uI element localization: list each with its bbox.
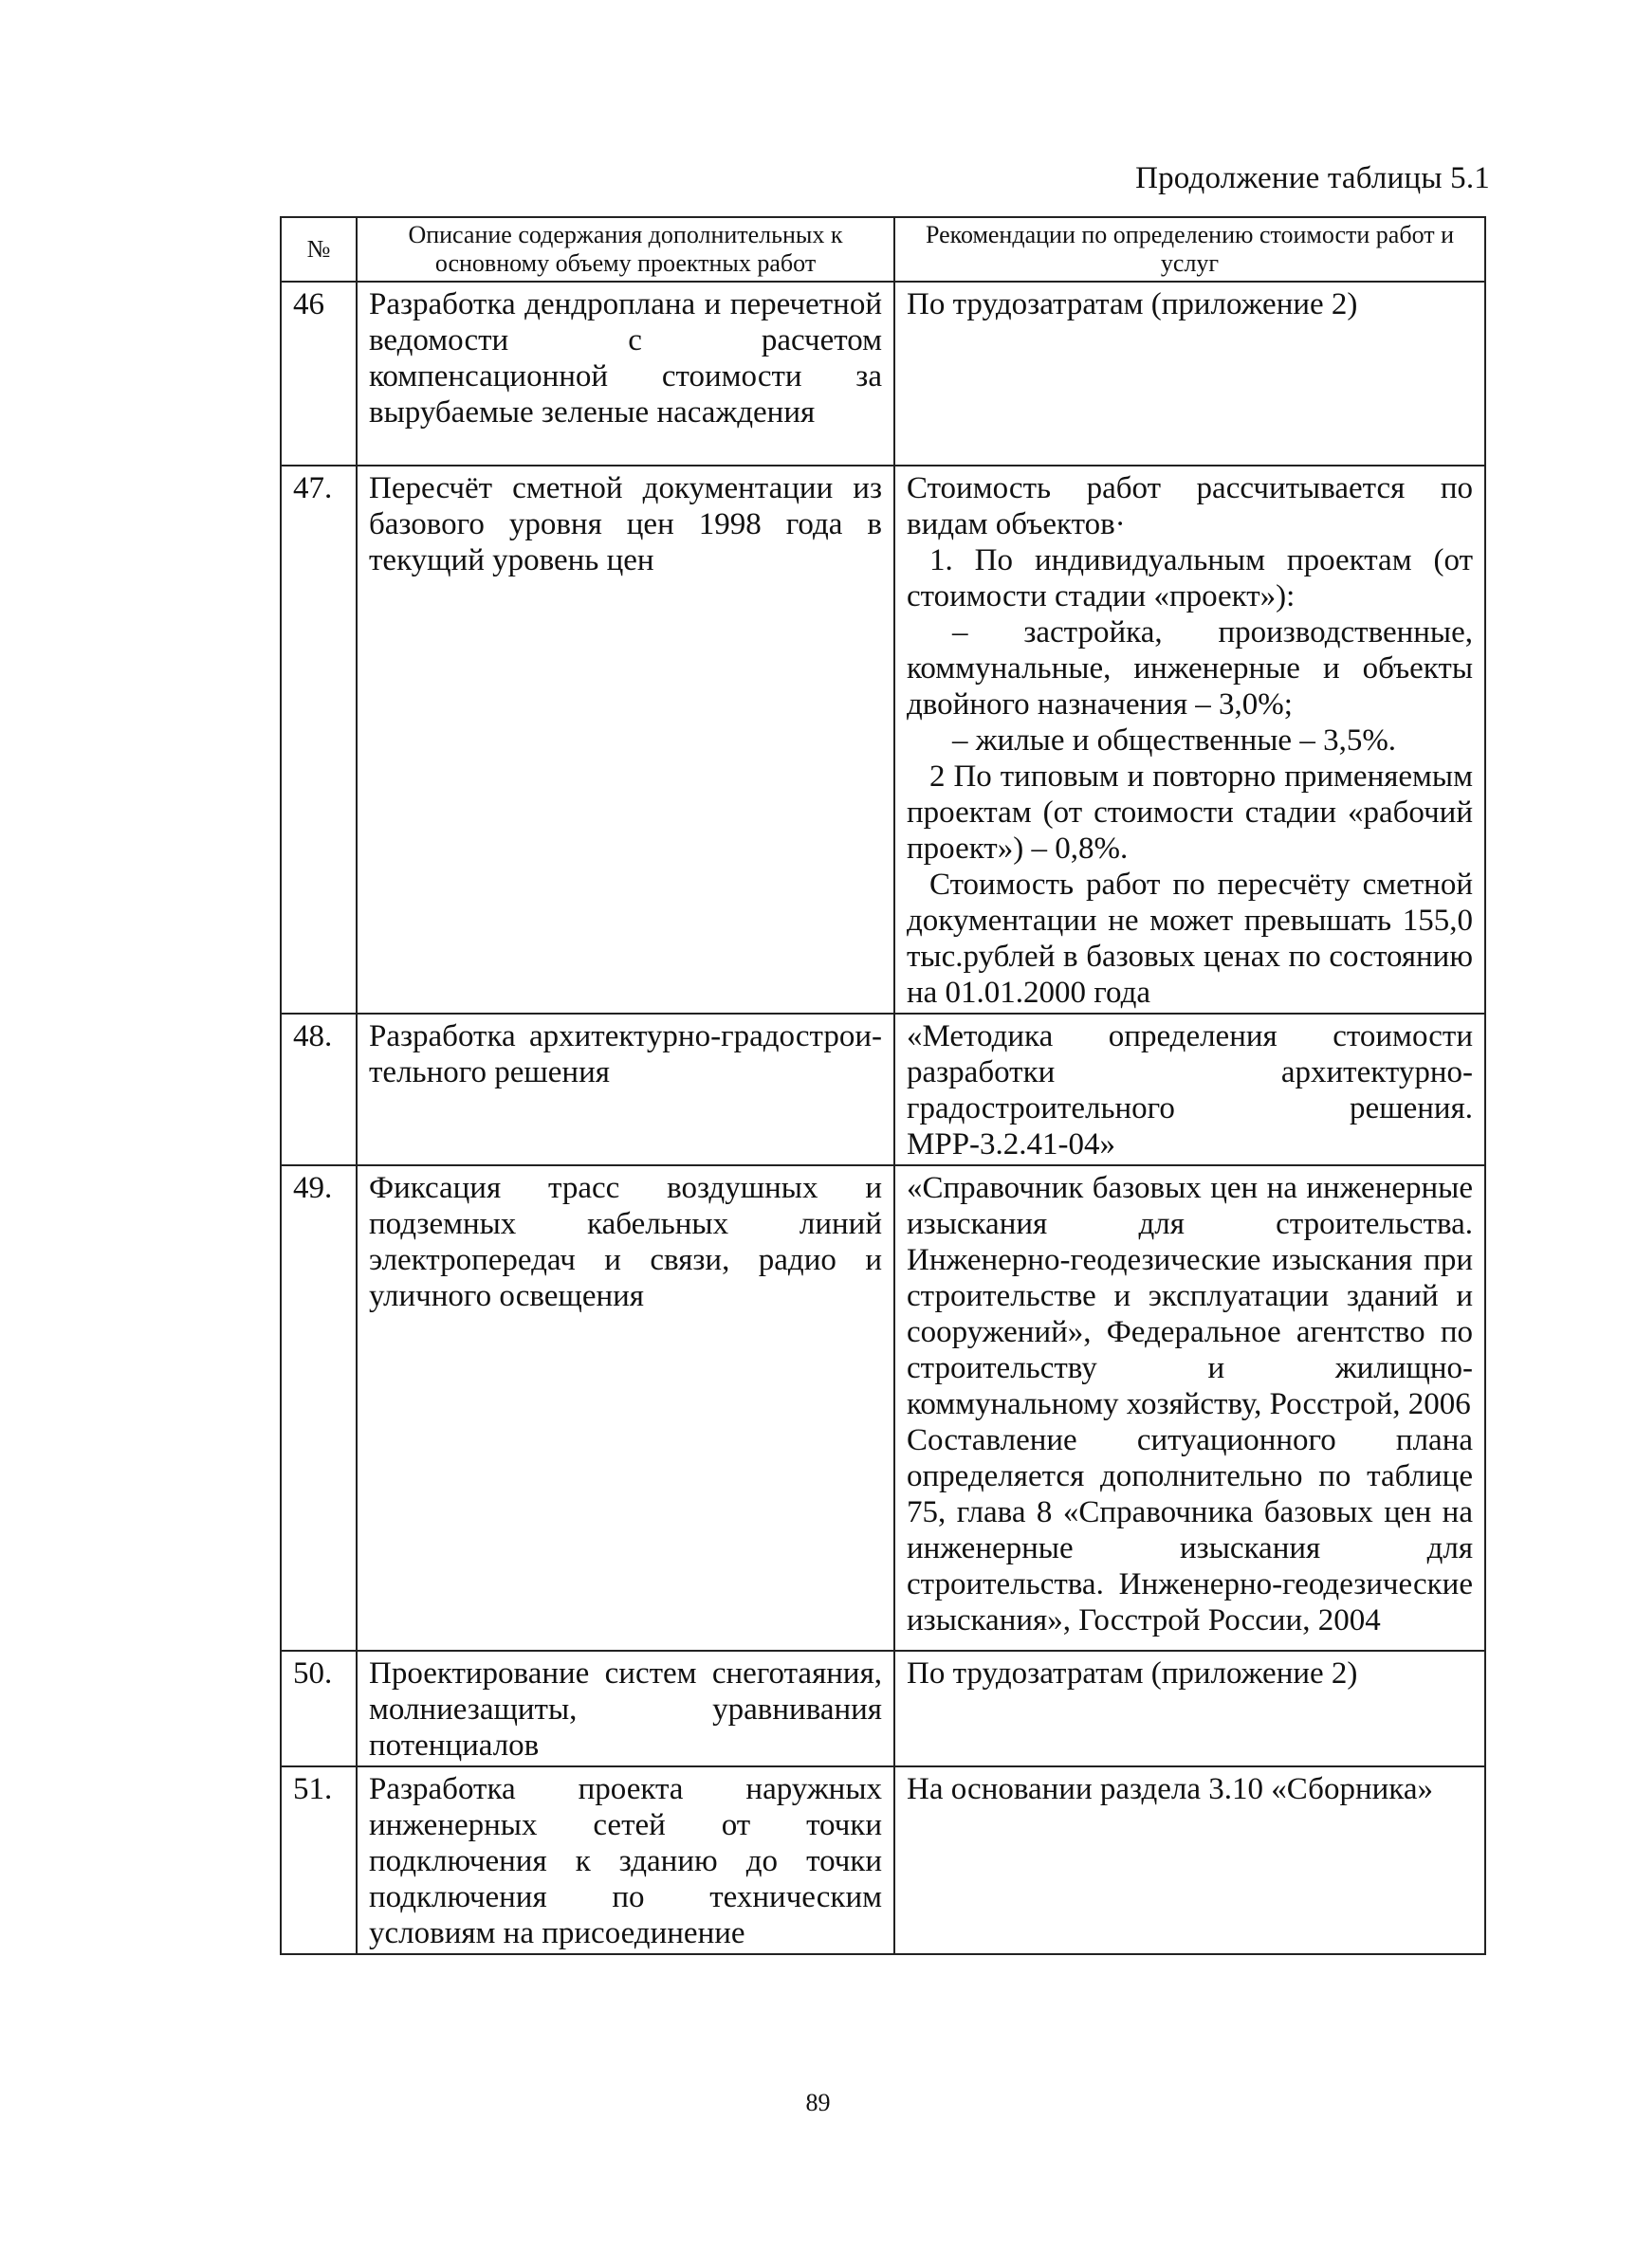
recommendation-paragraph: Стоимость работ рассчитывается по видам объектов·	[907, 471, 1473, 541]
recommendation-paragraph: Стоимость работ по пересчёту сметной документации не может превышать 155,0 тыс.рублей в базовых ценах по состоянию на 01.01.2000 года	[907, 868, 1473, 1010]
header-recommendation: Рекомендации по определению стоимости работ и услуг	[894, 217, 1485, 282]
row-recommendation	[894, 466, 1485, 1014]
row-number: 46	[281, 282, 357, 466]
table-row	[281, 1014, 1485, 1165]
row-number: 50.	[281, 1651, 357, 1766]
recommendation-paragraph: На основании раздела 3.10 «Сборника»	[907, 1772, 1433, 1806]
row-number: 47.	[281, 466, 357, 1014]
work-cost-table	[280, 216, 1486, 1955]
table-row	[281, 1766, 1485, 1954]
row-description: Разработка дендроплана и перечетной ведомости с расчетом компенсационной стоимости за вырубаемые зеленые насаждения	[357, 282, 894, 466]
row-recommendation	[894, 1014, 1485, 1165]
recommendation-paragraph: «Справочник базовых цен на инженерные изыскания для строительства. Инженерно-геодезические изыскания при строительстве и эксплуатации зданий и сооружений», Федеральное агентство по строительству и жилищно-коммунальному хозяйству, Росстрой, 2006	[907, 1171, 1473, 1421]
row-recommendation	[894, 1651, 1485, 1766]
table-row	[281, 1165, 1485, 1651]
row-description: Проектирование систем снеготаяния, молниезащиты, уравнивания потенциалов	[357, 1651, 894, 1766]
row-recommendation	[894, 1766, 1485, 1954]
recommendation-paragraph: По трудозатратам (приложение 2)	[907, 1656, 1358, 1691]
header-num: №	[281, 217, 357, 282]
recommendation-paragraph: – жилые и общественные – 3,5%.	[952, 723, 1397, 758]
page-number: 89	[805, 2089, 831, 2116]
row-recommendation	[894, 282, 1485, 466]
row-number: 51.	[281, 1766, 357, 1954]
header-description: Описание содержания дополнительных к основному объему проектных работ	[357, 217, 894, 282]
table-row	[281, 1651, 1485, 1766]
recommendation-paragraph: По трудозатратам (приложение 2)	[907, 287, 1358, 321]
row-description: Фиксация трасс воздушных и подземных кабельных линий электропередач и связи, радио и уличного освещения	[357, 1165, 894, 1651]
row-description: Разработка архитектурно-градострои-тельного решения	[357, 1014, 894, 1165]
recommendation-paragraph: 1. По индивидуальным проектам (от стоимости стадии «проект»):	[907, 543, 1473, 613]
recommendation-paragraph: 2 По типовым и повторно применяемым проектам (от стоимости стадии «рабочий проект») – 0,8%.	[907, 759, 1473, 866]
row-recommendation	[894, 1165, 1485, 1651]
row-description: Пересчёт сметной документации из базового уровня цен 1998 года в текущий уровень цен	[357, 466, 894, 1014]
row-description: Разработка проекта наружных инженерных сетей от точки подключения к зданию до точки подключения по техническим условиям на присоединение	[357, 1766, 894, 1954]
recommendation-paragraph: – застройка, производственные, коммунальные, инженерные и объекты двойного назначения – 3,0%;	[907, 615, 1473, 722]
recommendation-paragraph: «Методика определения стоимости разработки архитектурно-градостроительного решения. МРР-3.2.41-04»	[907, 1019, 1473, 1161]
row-number: 48.	[281, 1014, 357, 1165]
table-row	[281, 466, 1485, 1014]
table-row	[281, 282, 1485, 466]
table-caption: Продолжение таблицы 5.1	[1135, 161, 1490, 195]
row-number: 49.	[281, 1165, 357, 1651]
table-header-row	[281, 217, 1485, 282]
recommendation-paragraph: Составление ситуационного плана определяется дополнительно по таблице 75, глава 8 «Справочника базовых цен на инженерные изыскания для строительства. Инженерно-геодезические изыскания», Госстрой России, 2004	[907, 1423, 1473, 1637]
